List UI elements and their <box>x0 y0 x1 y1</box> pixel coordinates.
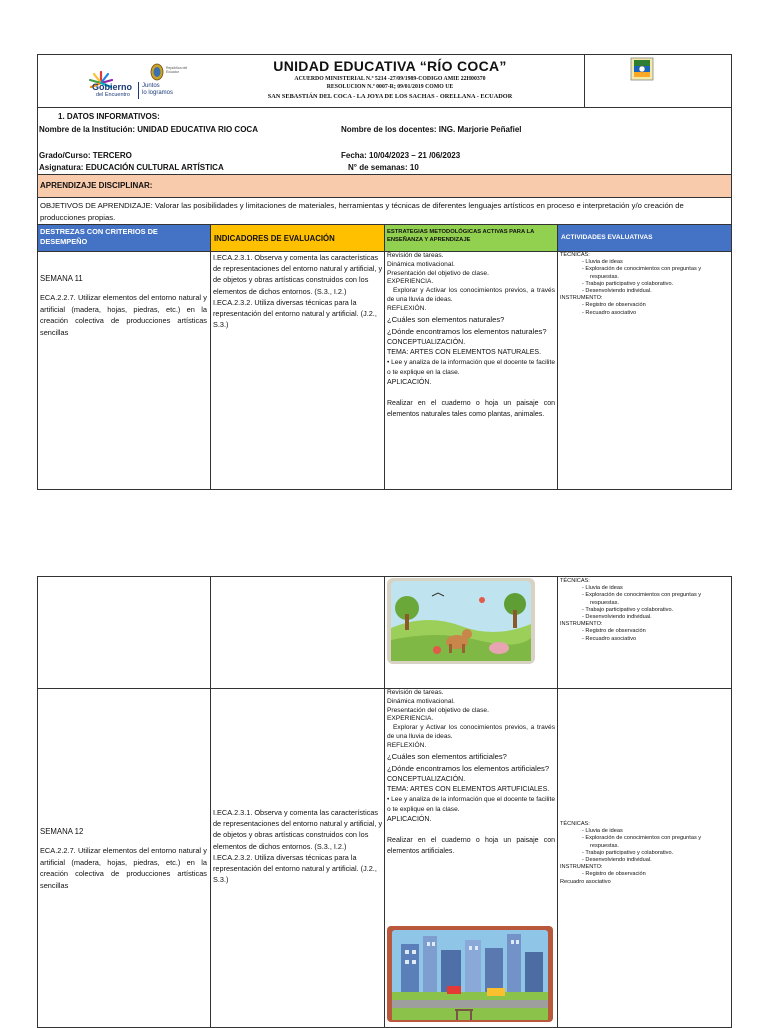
institution-name: Nombre de la Institución: UNIDAD EDUCATIVA RIO COCA <box>39 125 258 134</box>
p2-row1-indicador <box>210 576 385 689</box>
subject-field: Asignatura: EDUCACIÓN CULTURAL ARTÍSTICA <box>39 163 224 172</box>
w11-e9: CONCEPTUALIZACIÓN. <box>387 338 466 346</box>
w12-destreza-text: ECA.2.2.7. Utilizar elementos del entorno natural y artificial (madera, hojas, piedras, etc.) en la creación colectiva de producciones artísticas sencillas <box>40 846 207 890</box>
w12-tecnica-4: - Desenvolviendo individual. <box>560 857 710 864</box>
w12-e9: CONCEPTUALIZACIÓN. <box>387 775 466 783</box>
header-line-2: RESOLUCION N.º 0007-R; 09/01/2019 COMO UE <box>326 84 454 90</box>
w11-e11: • Lee y analiza de la información que el docente te facilite o te explique en la clase. <box>387 358 555 376</box>
grade-field: Grado/Curso: TERCERO <box>39 151 132 160</box>
p2-tecnica-4: - Desenvolviendo individual. <box>560 614 710 621</box>
logo-divider <box>138 82 139 99</box>
p2-row1-actividades-block <box>560 578 710 643</box>
w11-tecnicas-label: TÉCNICAS: <box>560 252 590 258</box>
w12-e4: EXPERIENCIA. <box>387 715 434 723</box>
w12-week-label: SEMANA 12 <box>40 827 84 836</box>
w12-e10: TEMA: ARTES CON ELEMENTOS ARTUFICIALES. <box>387 785 550 793</box>
w12-e6: REFLEXIÓN. <box>387 741 427 749</box>
w11-e4: EXPERIENCIA. <box>387 278 434 286</box>
w11-e3: Presentación del objetivo de clase. <box>387 269 489 277</box>
seal-text: República del Ecuador <box>166 66 188 74</box>
weeks-field: N° de semanas: 10 <box>348 163 419 172</box>
logo-juntos-text: Juntos <box>142 83 160 89</box>
w12-e5: Explorar y Activar los conocimientos previos, a través de una lluvia de ideas. <box>387 724 555 740</box>
p2-tecnica-3: - Trabajo participativo y colaborativo. <box>560 607 710 614</box>
school-title: UNIDAD EDUCATIVA “RÍO COCA” <box>273 58 507 74</box>
w12-instrumento-1: - Registro de observación <box>560 871 710 878</box>
logo-logramos-text: lo logramos <box>142 90 174 96</box>
w11-tecnica-1: - Lluvia de ideas <box>560 259 710 266</box>
teachers-name: Nombre de los docentes: ING. Marjorie Peñafiel <box>341 125 522 134</box>
w11-week-label: SEMANA 11 <box>40 274 83 283</box>
w11-instrumento-1: - Registro de observación <box>560 302 710 309</box>
ecuador-shield-icon <box>150 63 164 81</box>
w12-tecnica-2: - Exploración de conocimientos con preguntas y respuestas. <box>560 835 710 849</box>
col-indicadores-label: INDICADORES DE EVALUACIÓN <box>214 234 335 243</box>
header-line-3: SAN SEBASTIÁN DEL COCA - LA JOYA DE LOS SACHAS - ORELLANA - ECUADOR <box>267 93 513 100</box>
w12-indicador-text: I.ECA.2.3.1. Observa y comenta las características de representaciones del entorno natural y artificial, y de objetos y obras artísticas construidos con los elementos de dichos entornos. (S.3., I.2.) I.ECA.2.3.2. Utiliza diversas técnicas para la representación del entorno natural y artificial. (J.2., S.3.) <box>213 808 383 885</box>
gobierno-logo <box>86 63 206 103</box>
w11-e12: APLICACIÓN. <box>387 378 432 386</box>
date-field: Fecha: 10/04/2023 – 21 /06/2023 <box>341 151 461 160</box>
w11-e8: ¿Dónde encontramos los elementos naturales? <box>387 326 547 336</box>
w12-e3: Presentación del objetivo de clase. <box>387 706 489 714</box>
logo-encuentro-text: del Encuentro <box>96 92 130 98</box>
w11-destreza-text: ECA.2.2.7. Utilizar elementos del entorno natural y artificial (madera, hojas, piedras, etc.) en la creación colectiva de producciones artísticas sencillas <box>40 293 207 337</box>
w11-e13: Realizar en el cuaderno o hoja un paisaje con elementos naturales tales como plantas, animales. <box>387 399 555 418</box>
aprendizaje-label: APRENDIZAJE DISCIPLINAR: <box>40 181 153 190</box>
w11-e10: TEMA: ARTES CON ELEMENTOS NATURALES. <box>387 348 542 356</box>
w11-tecnica-2: - Exploración de conocimientos con preguntas y respuestas. <box>560 266 710 280</box>
w12-e7: ¿Cuáles son elementos artificiales? <box>387 751 507 761</box>
p2-tecnica-2: - Exploración de conocimientos con preguntas y respuestas. <box>560 592 710 606</box>
w11-estrategia-block <box>387 252 555 420</box>
w11-tecnica-3: - Trabajo participativo y colaborativo. <box>560 281 710 288</box>
w12-tecnica-3: - Trabajo participativo y colaborativo. <box>560 850 710 857</box>
w11-tecnica-4: - Desenvolviendo individual. <box>560 288 710 295</box>
w12-estrategia-block <box>387 689 555 857</box>
w11-e1: Revisión de tareas. <box>387 252 444 259</box>
school-crest-icon <box>629 56 655 82</box>
col-destrezas-label: DESTREZAS CON CRITERIOS DE DESEMPEÑO <box>40 227 158 246</box>
w11-instrumento-2: - Recuadro asociativo <box>560 310 710 317</box>
header-divider-right <box>584 54 585 108</box>
w12-instrumento-2: Recuadro asociativo <box>560 878 611 885</box>
w12-instrumento-label: INSTRUMENTO: <box>560 864 603 871</box>
p2-tecnicas-label: TÉCNICAS: <box>560 578 590 584</box>
info-section-heading: 1. DATOS INFORMATIVOS: <box>58 112 160 121</box>
p2-instrumento-2: - Recuadro asociativo <box>560 636 710 643</box>
logo-gobierno-text: Gobierno <box>92 82 132 92</box>
w12-e13: Realizar en el cuaderno o hoja un paisaje con elementos artificiales. <box>387 836 555 855</box>
w11-e2: Dinámica motivacional. <box>387 260 455 268</box>
w11-cell-destreza <box>37 251 211 490</box>
w11-e7: ¿Cuáles son elementos naturales? <box>387 314 505 324</box>
w12-e11: • Lee y analiza de la información que el docente te facilite o te explique en la clase. <box>387 795 555 813</box>
w12-e1: Revisión de tareas. <box>387 689 444 696</box>
w12-tecnicas-label: TÉCNICAS: <box>560 821 590 827</box>
w12-e12: APLICACIÓN. <box>387 815 432 823</box>
w11-instrumento-label: INSTRUMENTO: <box>560 295 603 302</box>
w12-e2: Dinámica motivacional. <box>387 697 455 705</box>
artificial-city-image <box>387 926 553 1022</box>
w12-actividades-block <box>560 821 710 886</box>
w11-e5: Explorar y Activar los conocimientos previos, a través de una lluvia de ideas. <box>387 287 555 303</box>
w12-e8: ¿Dónde encontramos los elementos artificiales? <box>387 763 550 773</box>
p2-row1-destreza <box>37 576 211 689</box>
col-actividades-label: ACTIVIDADES EVALUATIVAS <box>561 234 653 241</box>
w12-tecnica-1: - Lluvia de ideas <box>560 828 710 835</box>
p2-instrumento-label: INSTRUMENTO: <box>560 621 603 628</box>
w11-indicador-text: I.ECA.2.3.1. Observa y comenta las características de representaciones del entorno natural y artificial, y de objetos y obras artísticas construidos con los elementos de dichos entornos. (S.3., I.2.) I.ECA.2.3.2. Utiliza diversas técnicas para la representación del entorno natural y artificial. (J.2., S.3.) <box>213 253 383 330</box>
w11-e6: REFLEXIÓN. <box>387 304 427 312</box>
header-line-1: ACUERDO MINISTERIAL N.º 5214 -27/09/1989-CODIGO AMIE 22H00370 <box>294 76 486 82</box>
p2-tecnica-1: - Lluvia de ideas <box>560 585 710 592</box>
w11-actividades-block <box>560 252 710 317</box>
natural-landscape-image <box>387 578 535 664</box>
col-estrategias-label: ESTRATEGIAS METODOLÓGICAS ACTIVAS PARA LA ENSEÑANZA Y APRENDIZAJE <box>387 229 535 243</box>
objetivos-text: OBJETIVOS DE APRENDIZAJE: Valorar las posibilidades y limitaciones de materiales, herramientas y técnicas de diferentes lenguajes artísticos en proceso e interpretación y/o creación de producciones propias. <box>40 201 684 222</box>
p2-instrumento-1: - Registro de observación <box>560 628 710 635</box>
